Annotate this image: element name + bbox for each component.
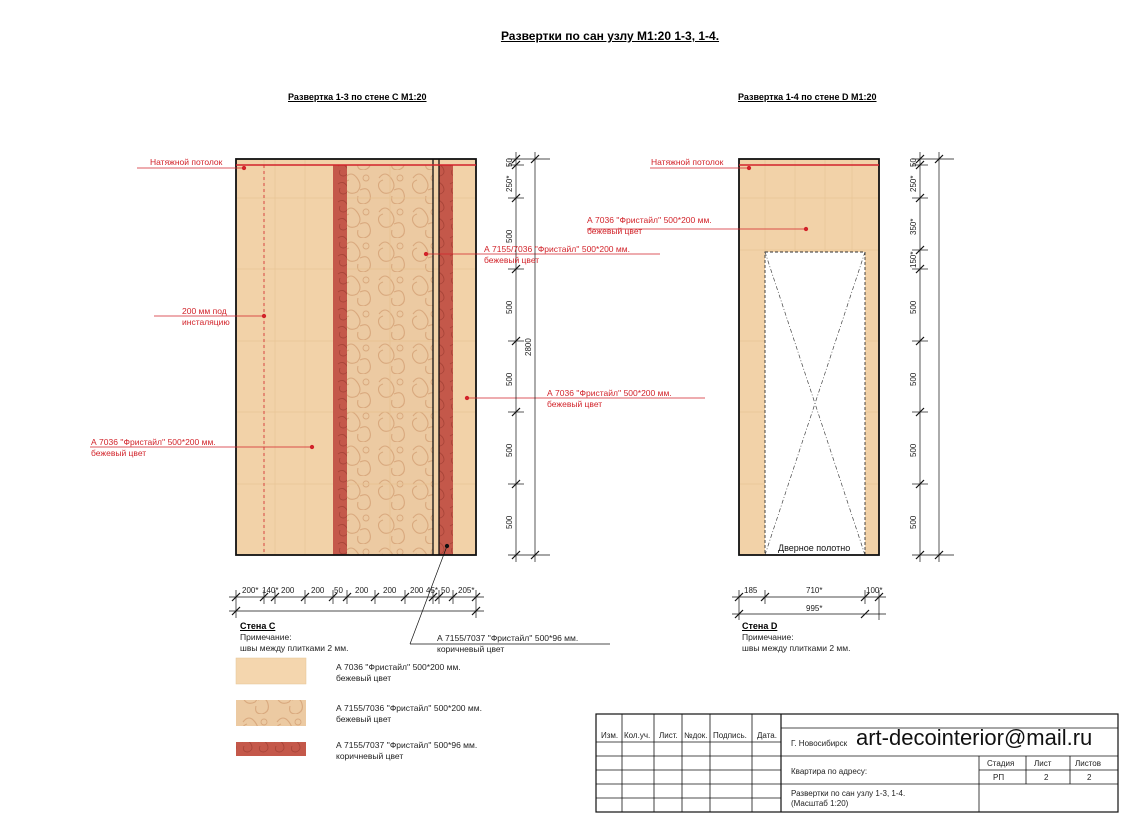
vdim-right-3: 150* (909, 251, 918, 268)
legend-2-line2: бежевый цвет (336, 714, 392, 724)
install-label-2: инсталяцию (182, 317, 230, 327)
brown-label-1: А 7155/7037 ''Фристайл'' 500*96 мм. (437, 633, 579, 643)
decor-label-1: А 7155/7036 ''Фристайл'' 500*200 мм. (484, 244, 630, 254)
wall-c-title: Стена С (240, 621, 276, 631)
wall-d-title: Стена D (742, 621, 778, 631)
hdim-left-10: 205* (458, 586, 475, 595)
wall-c-note-2: швы между плитками 2 мм. (240, 643, 349, 653)
vdim-right-2: 350* (909, 218, 918, 235)
tb-sheet: 2 (1044, 773, 1049, 782)
vdim-right-6: 500 (909, 443, 918, 457)
tb-address: Квартира по адресу: (791, 767, 868, 776)
vdim-right-0: 50 (909, 158, 918, 167)
tb-sheets-label: Листов (1075, 759, 1101, 768)
hdim-right-0: 185 (744, 586, 758, 595)
ceiling-label-right: Натяжной потолок (651, 157, 724, 167)
tile-label-right-2: бежевый цвет (547, 399, 603, 409)
legend-3-line2: коричневый цвет (336, 751, 404, 761)
hdim-right-1: 710* (806, 586, 823, 595)
legend-1-line1: А 7036 ''Фристайл'' 500*200 мм. (336, 662, 461, 672)
hdim-right-total: 995* (806, 604, 823, 613)
vdim-left-3: 500 (505, 300, 514, 314)
tb-header-izm: Изм. (601, 731, 619, 740)
legend-2-line1: А 7155/7036 ''Фристайл'' 500*200 мм. (336, 703, 482, 713)
tb-drawing-1: Развертки по сан узлу 1-3, 1-4. (791, 789, 906, 798)
tb-header-data: Дата. (757, 731, 777, 740)
hdim-left-0: 200* (242, 586, 259, 595)
elevation-wall-c (236, 159, 476, 555)
hdim-left-9: 50 (441, 586, 450, 595)
right-view-title: Развертка 1-4 по стене D М1:20 (738, 92, 877, 102)
elevation-wall-d (739, 159, 879, 555)
legend-swatch-beige (236, 658, 306, 684)
tb-sheets: 2 (1087, 773, 1092, 782)
legend-swatch-brown (236, 742, 306, 756)
vdim-left-5: 500 (505, 443, 514, 457)
hdim-left-4: 50 (334, 586, 343, 595)
tile-label-d-2: бежевый цвет (587, 226, 643, 236)
hdim-left-2: 200 (281, 586, 295, 595)
ceiling-label-left: Натяжной потолок (150, 157, 223, 167)
vdim-right-1: 250* (909, 175, 918, 192)
brown-strip-2 (439, 165, 453, 555)
legend-3-line1: А 7155/7037 ''Фристайл'' 500*96 мм. (336, 740, 478, 750)
tb-stage: РП (993, 773, 1005, 782)
wall-c-note-1: Примечание: (240, 632, 292, 642)
brown-label-2: коричневый цвет (437, 644, 505, 654)
tb-email: art-decointerior@mail.ru (856, 725, 1093, 750)
vdim-right-7: 500 (909, 515, 918, 529)
tb-header-ndoc: №док. (684, 731, 708, 740)
tb-header-kolich: Кол.уч. (624, 731, 651, 740)
vdim-left-4: 500 (505, 372, 514, 386)
vdim-left (508, 152, 550, 562)
door-label: Дверное полотно (778, 543, 851, 553)
vdim-right (912, 152, 954, 562)
tb-city: Г. Новосибирск (791, 739, 848, 748)
legend-swatch-decor (236, 700, 306, 726)
vdim-right-4: 500 (909, 300, 918, 314)
hdim-left-3: 200 (311, 586, 325, 595)
tb-header-list: Лист. (659, 731, 678, 740)
vdim-left-1: 250* (505, 175, 514, 192)
tb-sheet-label: Лист (1034, 759, 1052, 768)
vdim-left-2: 500 (505, 229, 514, 243)
tb-stage-label: Стадия (987, 759, 1015, 768)
wall-d-note-1: Примечание: (742, 632, 794, 642)
drawing-title: Развертки по сан узлу М1:20 1-3, 1-4. (500, 29, 720, 43)
tile-label-left-2: бежевый цвет (91, 448, 147, 458)
tile-label-right-1: А 7036 ''Фристайл'' 500*200 мм. (547, 388, 672, 398)
hdim-left-1: 140* (262, 586, 279, 595)
vdim-left-0: 50 (505, 158, 514, 167)
vdim-right-5: 500 (909, 372, 918, 386)
install-label-1: 200 мм под (182, 306, 227, 316)
hdim-right-2: 100* (866, 586, 883, 595)
tile-label-d-1: А 7036 ''Фристайл'' 500*200 мм. (587, 215, 712, 225)
left-view-title: Развертка 1-3 по стене С М1:20 (288, 92, 427, 102)
wall-d-note-2: швы между плитками 2 мм. (742, 643, 851, 653)
hdim-left-7: 200 (410, 586, 424, 595)
decor-label-2: бежевый цвет (484, 255, 540, 265)
hdim-left-6: 200 (383, 586, 397, 595)
vdim-left-6: 500 (505, 515, 514, 529)
hdim-left-5: 200 (355, 586, 369, 595)
hdim-left-8: 45* (426, 586, 439, 595)
vdim-left-total: 2800 (524, 338, 533, 356)
tb-header-podpis: Подпись. (713, 731, 747, 740)
brown-strip-1 (333, 165, 347, 555)
tb-drawing-2: (Масштаб 1:20) (791, 799, 849, 808)
legend-1-line2: бежевый цвет (336, 673, 392, 683)
tile-label-left-1: А 7036 ''Фристайл'' 500*200 мм. (91, 437, 216, 447)
leader-brown (410, 544, 610, 644)
